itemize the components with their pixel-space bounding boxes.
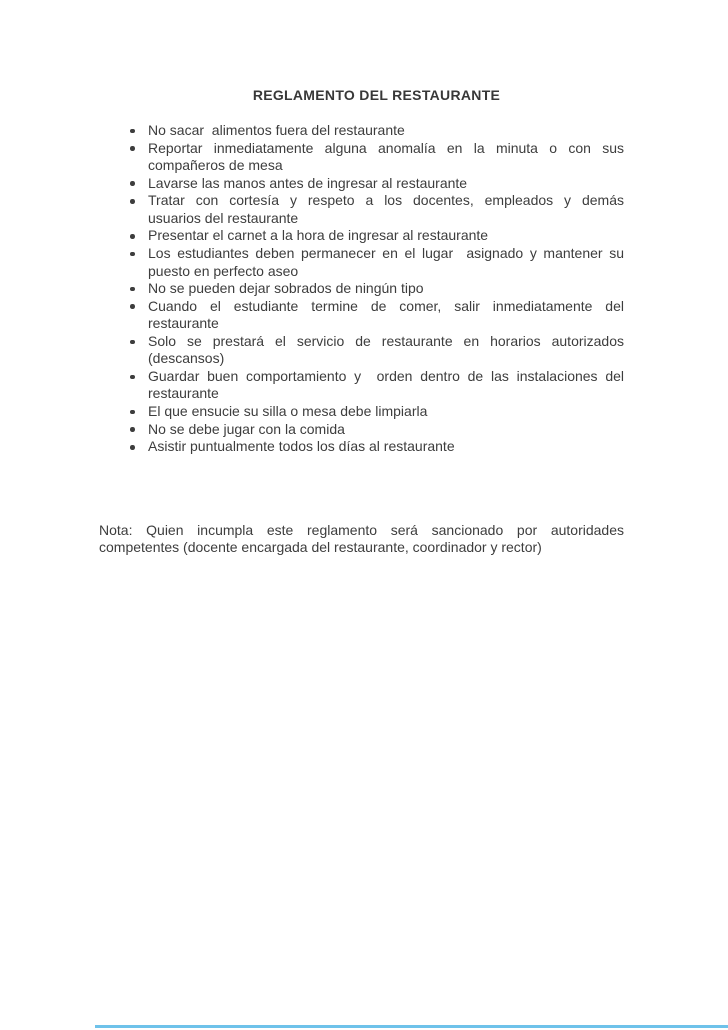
rule-line: Presentar el carnet a la hora de ingresar al restaurante [148, 227, 489, 244]
rule-item [99, 298, 624, 333]
rule-item [99, 175, 624, 193]
rule-line: Solo se prestará el servicio de restaurante en horarios autorizados [148, 332, 624, 349]
rule-line: No se pueden dejar sobrados de ningún tipo [148, 280, 424, 297]
rule-item [99, 438, 624, 456]
rule-line: puesto en perfecto aseo [148, 262, 299, 279]
rule-line: Cuando el estudiante termine de comer, salir inmediatamente del [148, 297, 624, 314]
rule-item [99, 403, 624, 421]
rule-item [99, 140, 624, 175]
rule-line: compañeros de mesa [148, 157, 283, 174]
rule-line: No sacar alimentos fuera del restaurante [148, 122, 405, 138]
rules-list [99, 122, 624, 456]
rule-item [99, 192, 624, 227]
rule-line: Lavarse las manos antes de ingresar al restaurante [148, 174, 468, 191]
rule-line: usuarios del restaurante [148, 209, 299, 226]
rule-line: restaurante [148, 315, 219, 332]
rule-item [99, 122, 624, 140]
footer-accent-line [95, 1025, 728, 1028]
rule-line: restaurante [148, 385, 219, 402]
rule-item [99, 280, 624, 298]
note-line: competentes (docente encargada del restaurante, coordinador y rector) [99, 539, 542, 556]
rule-item [99, 333, 624, 368]
rule-line: Guardar buen comportamiento y orden dentro de las instalaciones del [148, 367, 624, 384]
rule-item [99, 245, 624, 280]
note-line: Nota: Quien incumpla este reglamento será sancionado por autoridades [99, 521, 624, 538]
rule-line: No se debe jugar con la comida [148, 420, 345, 437]
rule-line: El que ensucie su silla o mesa debe limpiarla [148, 403, 428, 419]
rule-line: (descansos) [148, 350, 225, 367]
rule-item [99, 368, 624, 403]
rule-line: Reportar inmediatamente alguna anomalía en la minuta o con sus [148, 139, 624, 156]
rule-line: Los estudiantes deben permanecer en el lugar asignado y mantener su [148, 244, 624, 261]
rule-item [99, 421, 624, 439]
rule-item [99, 227, 624, 245]
note-paragraph [99, 522, 624, 557]
document-title: REGLAMENTO DEL RESTAURANTE [252, 87, 501, 103]
rule-line: Tratar con cortesía y respeto a los docentes, empleados y demás [148, 192, 624, 209]
rule-line: Asistir puntualmente todos los días al restaurante [148, 438, 455, 455]
